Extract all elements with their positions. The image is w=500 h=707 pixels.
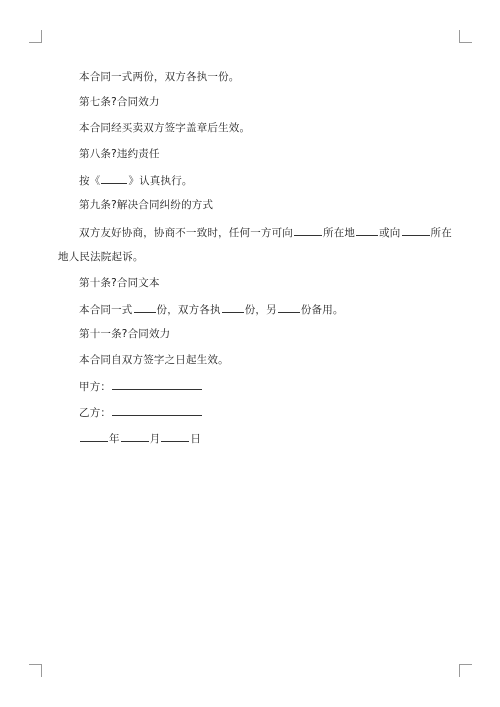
month-blank	[121, 430, 149, 442]
article-9-text-line-1	[58, 224, 452, 240]
court-location-blank-2	[356, 224, 378, 236]
article-9-heading: 第九条?解决合同纠纷的方式	[79, 199, 214, 211]
article-8-suffix: 》认真执行。	[128, 175, 193, 187]
article-9-part-a: 双方友好协商，协商不一致时，任何一方可向	[79, 227, 293, 239]
day-blank	[161, 430, 189, 442]
article-11-text: 本合同自双方签字之日起生效。	[79, 354, 229, 366]
article-10-part-a: 本合同一式	[79, 304, 133, 316]
party-a-label: 甲方：	[79, 381, 112, 393]
article-11-heading: 第十一条?合同效力	[79, 328, 171, 340]
article-10-part-b: 份，双方各执	[156, 304, 221, 316]
date-line	[58, 430, 201, 446]
crop-mark-bottom-left	[29, 664, 42, 677]
party-a-signature-line	[58, 378, 203, 394]
party-b-signature-line	[58, 404, 203, 420]
copies-statement: 本合同一式两份，双方各执一份。	[79, 71, 240, 83]
copies-count-blank	[134, 301, 156, 313]
article-9-part-c: 或向	[379, 227, 401, 239]
article-9-text-line-2: 地人民法院起诉。	[58, 251, 144, 263]
article-7-heading: 第七条?合同效力	[79, 96, 160, 108]
party-b-signature-blank	[112, 404, 202, 416]
contract-name-blank	[101, 172, 127, 184]
article-10-part-c: 份，另	[244, 304, 277, 316]
party-a-signature-blank	[112, 378, 202, 390]
article-8-heading: 第八条?违约责任	[79, 148, 160, 160]
article-10-text	[58, 301, 344, 317]
article-9-part-d: 所在	[430, 227, 452, 239]
court-location-blank-3	[402, 224, 430, 236]
crop-mark-bottom-right	[459, 664, 472, 677]
copies-each-blank	[222, 301, 244, 313]
crop-mark-top-right	[459, 30, 472, 43]
year-blank	[80, 430, 108, 442]
copies-spare-blank	[278, 301, 300, 313]
article-9-part-b: 所在地	[323, 227, 356, 239]
article-10-heading: 第十条?合同文本	[79, 277, 160, 289]
crop-mark-top-left	[29, 30, 42, 43]
party-b-label: 乙方：	[79, 407, 112, 419]
article-8-text	[58, 172, 193, 188]
year-label: 年	[109, 433, 120, 445]
court-location-blank-1	[294, 224, 322, 236]
article-7-text: 本合同经买卖双方签字盖章后生效。	[79, 122, 251, 134]
month-label: 月	[149, 433, 161, 445]
article-8-prefix: 按《	[79, 175, 101, 187]
day-label: 日	[190, 433, 202, 445]
article-10-part-d: 份备用。	[300, 304, 344, 316]
